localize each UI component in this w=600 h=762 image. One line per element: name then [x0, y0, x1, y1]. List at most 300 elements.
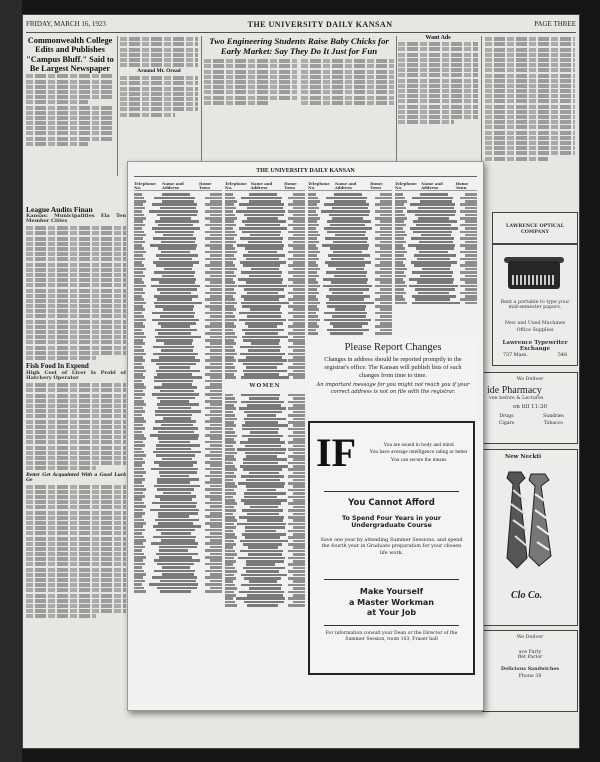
directory-text-bar: [205, 285, 222, 288]
directory-text-bar: [465, 268, 477, 271]
directory-text-bar: [210, 342, 222, 345]
directory-text-bar: [225, 499, 235, 502]
subhead-league: Kansas: Municipalities Ela Ten Member Cities: [26, 213, 126, 225]
directory-text-bar: [225, 560, 236, 563]
directory-text-bar: [324, 312, 367, 315]
directory-text-bar: [243, 462, 278, 465]
directory-text-bar: [225, 281, 235, 284]
directory-text-bar: [134, 295, 142, 298]
directory-text-bar: [225, 502, 237, 505]
directory-text-bar: [416, 224, 451, 227]
directory-text-bar: [308, 308, 319, 311]
directory-text-bar: [308, 312, 316, 315]
report-changes-note: An important message for you might not reach you if your correct address is not on file with the registrar.: [316, 382, 470, 395]
directory-text-bar: [205, 461, 222, 464]
directory-text-bar: [465, 220, 477, 223]
directory-text-bar: [205, 481, 222, 484]
directory-text-bar: [288, 339, 305, 342]
directory-text-bar: [412, 271, 453, 274]
directory-text-bar: [395, 285, 407, 288]
directory-text-bar: [415, 298, 450, 301]
directory-text-bar: [225, 261, 233, 264]
directory-text-bar: [288, 312, 305, 315]
directory-text-bar: [225, 264, 235, 267]
directory-text-bar: [210, 288, 222, 291]
directory-text-bar: [308, 298, 318, 301]
directory-text-bar: [242, 336, 288, 339]
directory-text-bar: [308, 251, 320, 254]
directory-text-bar: [134, 288, 143, 291]
directory-text-bar: [380, 261, 392, 264]
directory-text-bar: [154, 461, 197, 464]
directory-text-bar: [162, 200, 194, 203]
directory-text-bar: [395, 220, 404, 223]
directory-text-bar: [293, 458, 305, 461]
directory-text-bar: [410, 227, 458, 230]
typewriter-name: Lawrence Typewriter Exchange: [502, 340, 568, 352]
directory-text-bar: [288, 251, 305, 254]
directory-text-bar: [395, 227, 403, 230]
directory-text-bar: [293, 452, 305, 455]
directory-text-bar: [225, 597, 233, 600]
directory-text-bar: [159, 464, 193, 467]
directory-text-bar: [308, 305, 317, 308]
directory-text-bar: [150, 434, 199, 437]
directory-text-bar: [288, 475, 305, 478]
directory-text-bar: [288, 421, 305, 424]
directory-text-bar: [308, 302, 320, 305]
directory-text-bar: [324, 227, 372, 230]
directory-text-bar: [134, 292, 145, 295]
directory-text-bar: [465, 241, 477, 244]
directory-text-bar: [293, 587, 305, 590]
directory-text-bar: [134, 207, 145, 210]
directory-text-bar: [244, 214, 284, 217]
directory-text-bar: [205, 380, 222, 383]
directory-text-bar: [134, 481, 142, 484]
directory-text-bar: [225, 553, 237, 556]
directory-text-bar: [205, 549, 222, 552]
directory-text-bar: [293, 492, 305, 495]
directory-text-bar: [225, 329, 233, 332]
summer-ad-make-line: a Master Workman: [348, 597, 434, 607]
directory-text-bar: [225, 557, 234, 560]
directory-text-bar: [239, 516, 284, 519]
directory-text-bar: [293, 193, 305, 196]
pharmacy-name: ide Pharmacy: [487, 385, 542, 396]
parlor-name: ffet Parlor: [517, 655, 543, 660]
directory-text-bar: [395, 217, 407, 220]
column-rule: [117, 36, 118, 176]
directory-text-bar: [134, 261, 142, 264]
directory-header-cell: Home Town: [284, 182, 297, 191]
directory-text-bar: [134, 515, 142, 518]
directory-text-bar: [288, 258, 305, 261]
directory-text-bar: [288, 448, 305, 451]
directory-row: [225, 556, 305, 559]
directory-text-bar: [395, 244, 403, 247]
directory-text-bar: [411, 261, 457, 264]
directory-text-bar: [395, 210, 403, 213]
directory-text-bar: [333, 241, 367, 244]
directory-text-bar: [293, 580, 305, 583]
directory-text-bar: [465, 281, 477, 284]
directory-text-bar: [242, 329, 284, 332]
directory-women-heading: WOMEN: [249, 382, 281, 389]
directory-text-bar: [205, 536, 222, 539]
directory-text-bar: [161, 424, 193, 427]
masthead-title: THE UNIVERSITY DAILY KANSAN: [247, 19, 393, 29]
directory-text-bar: [395, 231, 405, 234]
directory-text-bar: [288, 305, 305, 308]
directory-text-bar: [288, 203, 305, 206]
neckties-store: Clo Co.: [511, 590, 543, 601]
directory-text-bar: [420, 275, 452, 278]
directory-text-bar: [225, 217, 237, 220]
directory-text-bar: [293, 560, 305, 563]
directory-text-bar: [241, 475, 284, 478]
directory-text-bar: [244, 492, 286, 495]
directory-text-bar: [163, 234, 193, 237]
directory-text-bar: [293, 424, 305, 427]
directory-text-bar: [205, 312, 222, 315]
directory-text-bar: [158, 407, 191, 410]
directory-text-bar: [156, 339, 193, 342]
directory-text-bar: [134, 285, 146, 288]
directory-text-bar: [157, 397, 195, 400]
neckties-illustration: [501, 470, 563, 570]
directory-text-bar: [162, 458, 192, 461]
directory-text-bar: [225, 241, 236, 244]
directory-text-bar: [324, 319, 371, 322]
directory-text-bar: [157, 288, 197, 291]
directory-text-bar: [293, 356, 305, 359]
directory-text-bar: [236, 597, 285, 600]
directory-text-bar: [409, 285, 458, 288]
directory-text-bar: [288, 550, 305, 553]
directory-text-bar: [380, 275, 392, 278]
directory-text-bar: [205, 515, 222, 518]
directory-text-bar: [293, 261, 305, 264]
directory-text-bar: [246, 455, 277, 458]
directory-text-bar: [225, 315, 235, 318]
directory-text-bar: [333, 325, 362, 328]
directory-text-bar: [134, 410, 145, 413]
directory-text-bar: [151, 468, 198, 471]
directory-text-bar: [225, 526, 236, 529]
directory-text-bar: [205, 292, 222, 295]
directory-text-bar: [327, 231, 366, 234]
directory-text-bar: [210, 370, 222, 373]
directory-text-bar: [134, 224, 145, 227]
directory-text-bar: [152, 319, 199, 322]
directory-text-bar: [333, 251, 362, 254]
directory-text-bar: [205, 359, 222, 362]
directory-text-bar: [331, 258, 364, 261]
directory-text-bar: [134, 502, 144, 505]
directory-text-bar: [237, 523, 286, 526]
directory-text-bar: [225, 448, 235, 451]
directory-text-bar: [134, 356, 143, 359]
scan-border-left: [0, 0, 22, 762]
directory-text-bar: [158, 515, 189, 518]
directory-text-bar: [225, 275, 236, 278]
directory-text-bar: [244, 601, 284, 604]
directory-text-bar: [153, 353, 198, 356]
directory-text-bar: [412, 295, 456, 298]
directory-text-bar: [288, 577, 305, 580]
directory-text-bar: [205, 353, 222, 356]
directory-text-bar: [225, 353, 237, 356]
directory-text-bar: [134, 203, 143, 206]
directory-text-bar: [375, 278, 392, 281]
directory-text-bar: [288, 502, 305, 505]
directory-text-bar: [375, 319, 392, 322]
pharmacy-hours: on till 11:30: [512, 404, 548, 410]
directory-text-bar: [225, 509, 236, 512]
directory-text-bar: [155, 495, 196, 498]
directory-text-bar: [239, 407, 286, 410]
directory-text-bar: [162, 275, 194, 278]
directory-text-bar: [419, 241, 453, 244]
directory-text-bar: [210, 397, 222, 400]
directory-text-bar: [325, 237, 368, 240]
directory-text-bar: [308, 214, 318, 217]
directory-text-bar: [210, 505, 222, 508]
summer-ad-if: IF: [316, 430, 356, 475]
directory-text-bar: [380, 315, 392, 318]
directory-text-bar: [225, 210, 233, 213]
directory-text-bar: [225, 231, 235, 234]
directory-text-bar: [243, 254, 285, 257]
directory-text-bar: [249, 580, 277, 583]
directory-header: [395, 182, 477, 191]
directory-text-bar: [288, 468, 305, 471]
directory-text-bar: [205, 217, 222, 220]
directory-text-bar: [380, 322, 392, 325]
directory-text-bar: [158, 437, 198, 440]
directory-text-bar: [161, 325, 190, 328]
directory-text-bar: [308, 264, 318, 267]
directory-text-bar: [134, 329, 142, 332]
directory-text-bar: [225, 298, 235, 301]
directory-text-bar: [329, 288, 369, 291]
directory-text-bar: [395, 261, 403, 264]
directory-text-bar: [205, 366, 222, 369]
directory-text-bar: [239, 591, 284, 594]
directory-text-bar: [152, 502, 197, 505]
directory-text-bar: [225, 349, 235, 352]
directory-text-bar: [158, 332, 191, 335]
directory-text-bar: [210, 498, 222, 501]
directory-text-bar: [225, 418, 237, 421]
directory-text-bar: [380, 302, 392, 305]
directory-text-bar: [205, 590, 222, 593]
directory-text-bar: [308, 210, 316, 213]
directory-text-bar: [241, 499, 287, 502]
directory-text-bar: [134, 359, 145, 362]
directory-text-bar: [247, 404, 281, 407]
directory-text-bar: [288, 597, 305, 600]
directory-text-bar: [225, 227, 233, 230]
directory-text-bar: [395, 241, 406, 244]
directory-text-bar: [288, 455, 305, 458]
directory-text-bar: [158, 247, 196, 250]
directory-text-bar: [395, 288, 404, 291]
directory-text-bar: [308, 325, 319, 328]
directory-text-bar: [225, 200, 237, 203]
directory-text-bar: [225, 570, 237, 573]
directory-text-bar: [134, 281, 144, 284]
directory-text-bar: [225, 288, 234, 291]
directory-header-cell: Name and Address: [162, 182, 184, 191]
summer-ad-condition: You are sound in body and mind: [383, 442, 454, 448]
directory-text-bar: [308, 217, 320, 220]
directory-text-bar: [395, 193, 403, 196]
directory-text-bar: [293, 574, 305, 577]
directory-text-bar: [205, 427, 222, 430]
directory-text-bar: [225, 492, 236, 495]
directory-text-bar: [161, 532, 191, 535]
directory-text-bar: [158, 512, 198, 515]
directory-text-bar: [160, 292, 191, 295]
directory-text-bar: [416, 247, 454, 250]
headline-league: League Audits Finan: [26, 205, 93, 214]
directory-text-bar: [293, 342, 305, 345]
directory-text-bar: [288, 359, 305, 362]
directory-text-bar: [395, 254, 404, 257]
directory-text-bar: [395, 247, 405, 250]
directory-text-bar: [293, 553, 305, 556]
directory-text-bar: [225, 475, 236, 478]
directory-text-bar: [288, 543, 305, 546]
directory-row: [225, 597, 305, 600]
directory-text-bar: [150, 509, 199, 512]
optical-ad: [492, 212, 578, 244]
directory-header-cell: Name and Address: [250, 182, 273, 191]
directory-text-bar: [465, 200, 477, 203]
typewriter-address: 737 Mass.: [503, 353, 528, 358]
directory-text-bar: [293, 363, 305, 366]
pharmacy-item: Sundries: [543, 414, 564, 419]
directory-text-bar: [239, 319, 286, 322]
pharmacy-deliver: We Deliver: [516, 377, 544, 382]
directory-text-bar: [205, 576, 222, 579]
directory-text-bar: [205, 509, 222, 512]
directory-text-bar: [330, 322, 368, 325]
directory-text-bar: [308, 285, 320, 288]
directory-text-bar: [288, 271, 305, 274]
directory-text-bar: [134, 376, 145, 379]
directory-text-bar: [248, 241, 282, 244]
directory-text-bar: [161, 241, 195, 244]
directory-text-bar: [134, 298, 144, 301]
directory-text-bar: [134, 312, 142, 315]
directory-text-bar: [375, 237, 392, 240]
directory-text-bar: [156, 529, 195, 532]
directory-text-bar: [293, 411, 305, 414]
directory-text-bar: [288, 373, 305, 376]
directory-text-bar: [375, 332, 392, 335]
directory-text-bar: [155, 336, 201, 339]
directory-text-bar: [225, 302, 237, 305]
directory-text-bar: [205, 319, 222, 322]
typewriter-line-1: Rent a portable to type your mid-semester papers.: [500, 300, 570, 310]
directory-text-bar: [241, 584, 282, 587]
directory-text-bar: [244, 411, 282, 414]
summer-ad-make-line: Make Yourself: [359, 587, 424, 596]
directory-text-bar: [152, 312, 195, 315]
directory-text-bar: [210, 532, 222, 535]
directory-text-bar: [288, 428, 305, 431]
directory-text-bar: [375, 224, 392, 227]
directory-text-bar: [225, 220, 234, 223]
directory-text-bar: [134, 461, 145, 464]
directory-text-bar: [134, 448, 142, 451]
directory-text-bar: [210, 559, 222, 562]
directory-text-bar: [134, 319, 146, 322]
directory-text-bar: [205, 583, 222, 586]
directory-text-bar: [162, 573, 194, 576]
directory-text-bar: [225, 523, 234, 526]
directory-text-bar: [225, 550, 235, 553]
directory-text-bar: [210, 539, 222, 542]
directory-text-bar: [288, 489, 305, 492]
directory-text-bar: [151, 285, 200, 288]
directory-text-bar: [205, 556, 222, 559]
directory-text-bar: [210, 553, 222, 556]
directory-text-bar: [134, 437, 146, 440]
directory-text-bar: [225, 397, 235, 400]
directory-text-bar: [205, 197, 222, 200]
directory-text-bar: [244, 298, 279, 301]
directory-text-bar: [210, 573, 222, 576]
directory-text-bar: [375, 292, 392, 295]
directory-text-bar: [134, 275, 145, 278]
directory-text-bar: [246, 479, 280, 482]
directory-text-bar: [134, 407, 143, 410]
summer-ad-rule: [324, 625, 459, 626]
directory-text-bar: [308, 237, 317, 240]
directory-text-bar: [410, 203, 455, 206]
directory-text-bar: [465, 302, 477, 305]
directory-text-bar: [465, 254, 477, 257]
directory-text-bar: [293, 247, 305, 250]
directory-text-bar: [158, 522, 193, 525]
directory-text-bar: [243, 543, 282, 546]
directory-text-bar: [380, 268, 392, 271]
directory-text-bar: [225, 479, 233, 482]
directory-text-bar: [288, 197, 305, 200]
directory-text-bar: [225, 370, 237, 373]
directory-text-bar: [225, 244, 233, 247]
summer-ad-make: [310, 587, 473, 619]
directory-text-bar: [210, 519, 222, 522]
directory-row: [225, 522, 305, 525]
directory-text-bar: [152, 227, 200, 230]
directory-text-bar: [210, 424, 222, 427]
summer-ad-conditions: [368, 442, 469, 464]
directory-text-bar: [395, 251, 407, 254]
directory-text-bar: [465, 295, 477, 298]
directory-text-bar: [225, 197, 235, 200]
directory-text-bar: [238, 359, 287, 362]
directory-text-bar: [330, 332, 363, 335]
directory-text-bar: [153, 525, 201, 528]
directory-text-bar: [225, 431, 235, 434]
directory-text-bar: [225, 336, 237, 339]
directory-text-bar: [134, 308, 145, 311]
